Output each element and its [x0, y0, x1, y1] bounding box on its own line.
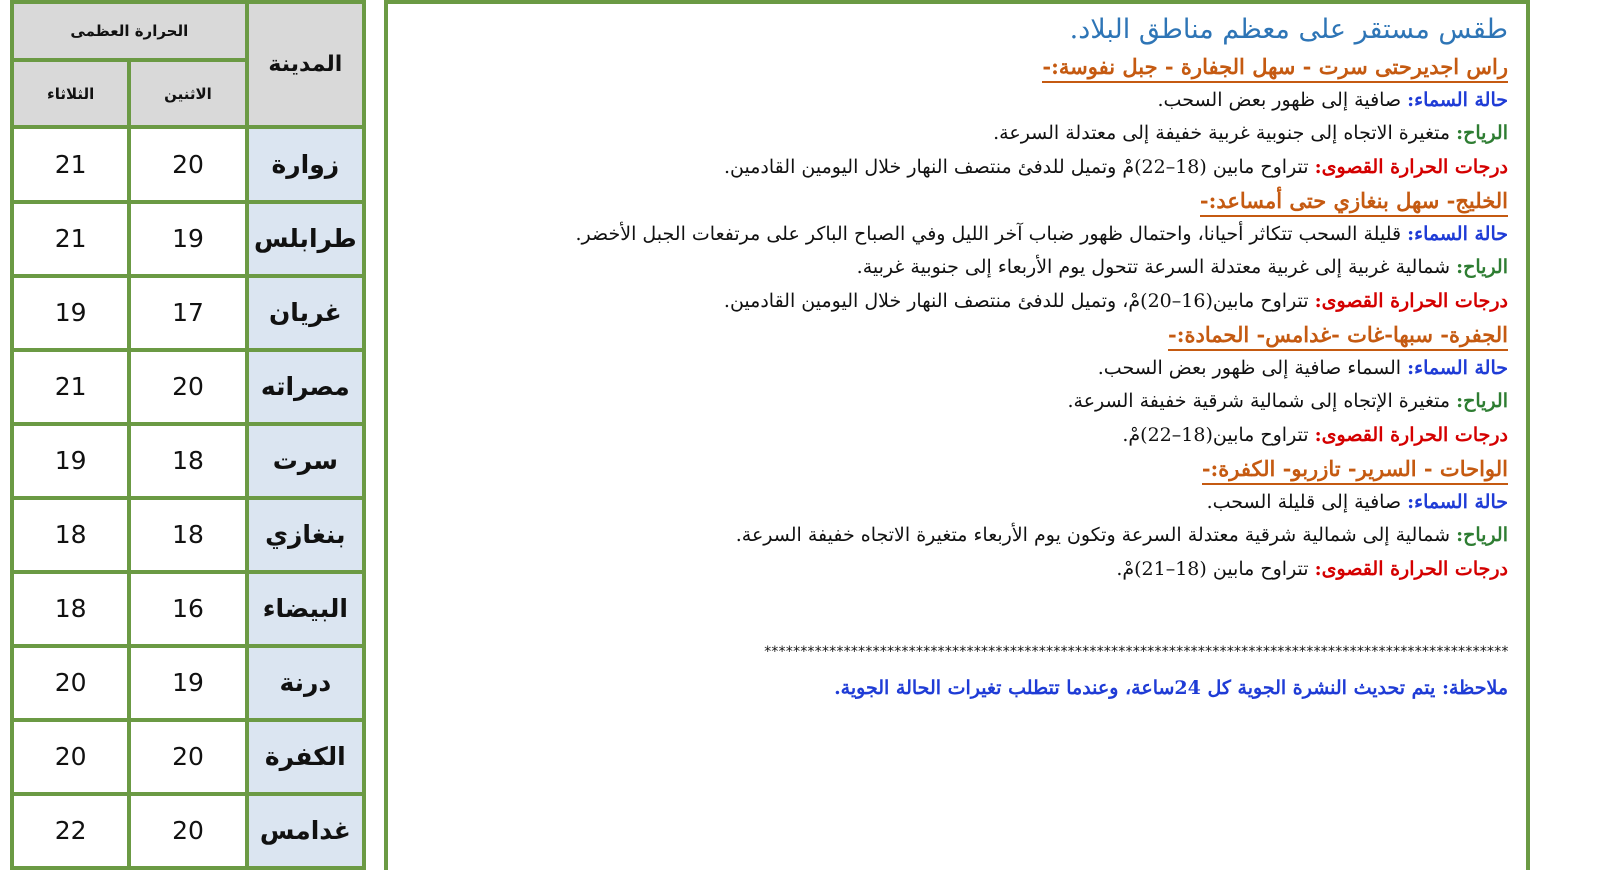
wind-text: شمالية غربية إلى غربية معتدلة السرعة تتحول يوم الأربعاء إلى جنوبية غربية.	[856, 256, 1457, 278]
tuesday-temp: 22	[12, 794, 129, 868]
tuesday-temp: 21	[12, 350, 129, 424]
region-title	[398, 318, 1508, 352]
temp-label: درجات الحرارة القصوى:	[1314, 423, 1508, 446]
city-name: درنة	[247, 646, 364, 720]
city-name: طرابلس	[247, 202, 364, 276]
table-row	[12, 794, 364, 868]
tuesday-temp: 18	[12, 572, 129, 646]
forecast-content	[398, 10, 1508, 706]
wind-text: متغيرة الاتجاه إلى جنوبية غربية خفيفة إلى معتدلة السرعة.	[993, 122, 1457, 144]
region-block	[398, 318, 1508, 452]
tuesday-temp: 21	[12, 202, 129, 276]
sky-label: حالة السماء:	[1407, 490, 1508, 513]
table-row	[12, 646, 364, 720]
monday-temp: 19	[129, 202, 246, 276]
sky-label: حالة السماء:	[1407, 88, 1508, 111]
table-row	[12, 202, 364, 276]
temperature-table	[10, 0, 366, 870]
sky-text: السماء صافية إلى ظهور بعض السحب.	[1097, 356, 1408, 379]
sky-line	[398, 84, 1508, 118]
sky-text: صافية إلى ظهور بعض السحب.	[1157, 88, 1408, 111]
table-row	[12, 498, 364, 572]
table-row	[12, 572, 364, 646]
monday-temp: 16	[129, 572, 246, 646]
monday-temp: 20	[129, 350, 246, 424]
wind-label: الرياح:	[1456, 524, 1508, 546]
region-title-text: الخليج- سهل بنغازي حتى أمساعد:-	[1200, 188, 1508, 217]
city-name: غريان	[247, 276, 364, 350]
region-title-text: راس اجديرحتى سرت - سهل الجفارة - جبل نفوسة:-	[1042, 54, 1508, 83]
tuesday-temp: 18	[12, 498, 129, 572]
header-city: المدينة	[247, 2, 364, 127]
wind-label: الرياح:	[1456, 256, 1508, 278]
wind-line	[398, 117, 1508, 151]
sky-line	[398, 486, 1508, 520]
note-label: ملاحظة:	[1441, 677, 1508, 699]
table-row	[12, 276, 364, 350]
header-monday: الاثنين	[129, 60, 246, 128]
wind-label: الرياح:	[1456, 122, 1508, 144]
tuesday-temp: 20	[12, 720, 129, 794]
city-name: زوارة	[247, 127, 364, 201]
monday-temp: 18	[129, 424, 246, 498]
region-title	[398, 452, 1508, 486]
tuesday-temp: 20	[12, 646, 129, 720]
region-block	[398, 452, 1508, 586]
city-name: سرت	[247, 424, 364, 498]
monday-temp: 20	[129, 794, 246, 868]
wind-text: متغيرة الإتجاه إلى شمالية شرقية خفيفة السرعة.	[1067, 390, 1457, 412]
temp-line	[398, 285, 1508, 319]
wind-line	[398, 519, 1508, 553]
region-title	[398, 184, 1508, 218]
monday-temp: 20	[129, 127, 246, 201]
city-name: مصراته	[247, 350, 364, 424]
tuesday-temp: 19	[12, 276, 129, 350]
wind-line	[398, 385, 1508, 419]
temp-line	[398, 151, 1508, 185]
forecast-headline: طقس مستقر على معظم مناطق البلاد.	[1069, 14, 1508, 45]
tuesday-temp: 19	[12, 424, 129, 498]
sky-label: حالة السماء:	[1407, 356, 1508, 379]
table-row	[12, 127, 364, 201]
forecast-regions	[398, 50, 1508, 586]
temp-label: درجات الحرارة القصوى:	[1314, 557, 1508, 580]
temp-text: تتراوح مابين (18–21)مْ.	[1116, 557, 1315, 580]
temp-line	[398, 419, 1508, 453]
region-title-text: الجفرة- سبها-غات -غدامس- الحمادة:-	[1168, 322, 1508, 351]
temp-text: تتراوح مابين(18–22)مْ.	[1122, 423, 1315, 446]
sky-line	[398, 352, 1508, 386]
table-row	[12, 424, 364, 498]
wind-label: الرياح:	[1456, 390, 1508, 412]
temp-label: درجات الحرارة القصوى:	[1314, 289, 1508, 312]
table-row	[12, 720, 364, 794]
table-row	[12, 350, 364, 424]
sky-line	[398, 218, 1508, 252]
forecast-panel	[384, 0, 1530, 870]
temp-text: تتراوح مابين (18–22)مْ وتميل للدفئ منتصف النهار خلال اليومين القادمين.	[724, 155, 1315, 178]
sky-label: حالة السماء:	[1407, 222, 1508, 245]
region-title-text: الواحات - السرير- تازربو- الكفرة:-	[1202, 456, 1508, 485]
monday-temp: 20	[129, 720, 246, 794]
wind-line	[398, 251, 1508, 285]
header-tuesday: الثلاثاء	[12, 60, 129, 128]
temp-text: تتراوح مابين(16–20)مْ، وتميل للدفئ منتصف النهار خلال اليومين القادمين.	[723, 289, 1315, 312]
city-name: غدامس	[247, 794, 364, 868]
region-title	[398, 50, 1508, 84]
monday-temp: 18	[129, 498, 246, 572]
sky-text: صافية إلى قليلة السحب.	[1206, 490, 1408, 513]
separator-stars: *******************************************************************************************************	[763, 644, 1508, 660]
tuesday-temp: 21	[12, 127, 129, 201]
sky-text: قليلة السحب تتكاثر أحيانا، واحتمال ظهور ضباب آخر الليل وفي الصباح الباكر على مرتفعات الجبل الأخضر.	[575, 222, 1408, 245]
city-name: الكفرة	[247, 720, 364, 794]
city-name: بنغازي	[247, 498, 364, 572]
temp-line	[398, 553, 1508, 587]
temp-label: درجات الحرارة القصوى:	[1314, 155, 1508, 178]
city-name: البيضاء	[247, 572, 364, 646]
monday-temp: 17	[129, 276, 246, 350]
note-text: يتم تحديث النشرة الجوية كل 24ساعة، وعندما تتطلب تغيرات الحالة الجوية.	[834, 677, 1442, 699]
monday-temp: 19	[129, 646, 246, 720]
header-max-temp: الحرارة العظمى	[12, 2, 247, 60]
update-note	[398, 670, 1508, 706]
wind-text: شمالية إلى شمالية شرقية معتدلة السرعة وتكون يوم الأربعاء متغيرة الاتجاه خفيفة السرعة.	[735, 524, 1457, 546]
region-block	[398, 50, 1508, 184]
region-block	[398, 184, 1508, 318]
